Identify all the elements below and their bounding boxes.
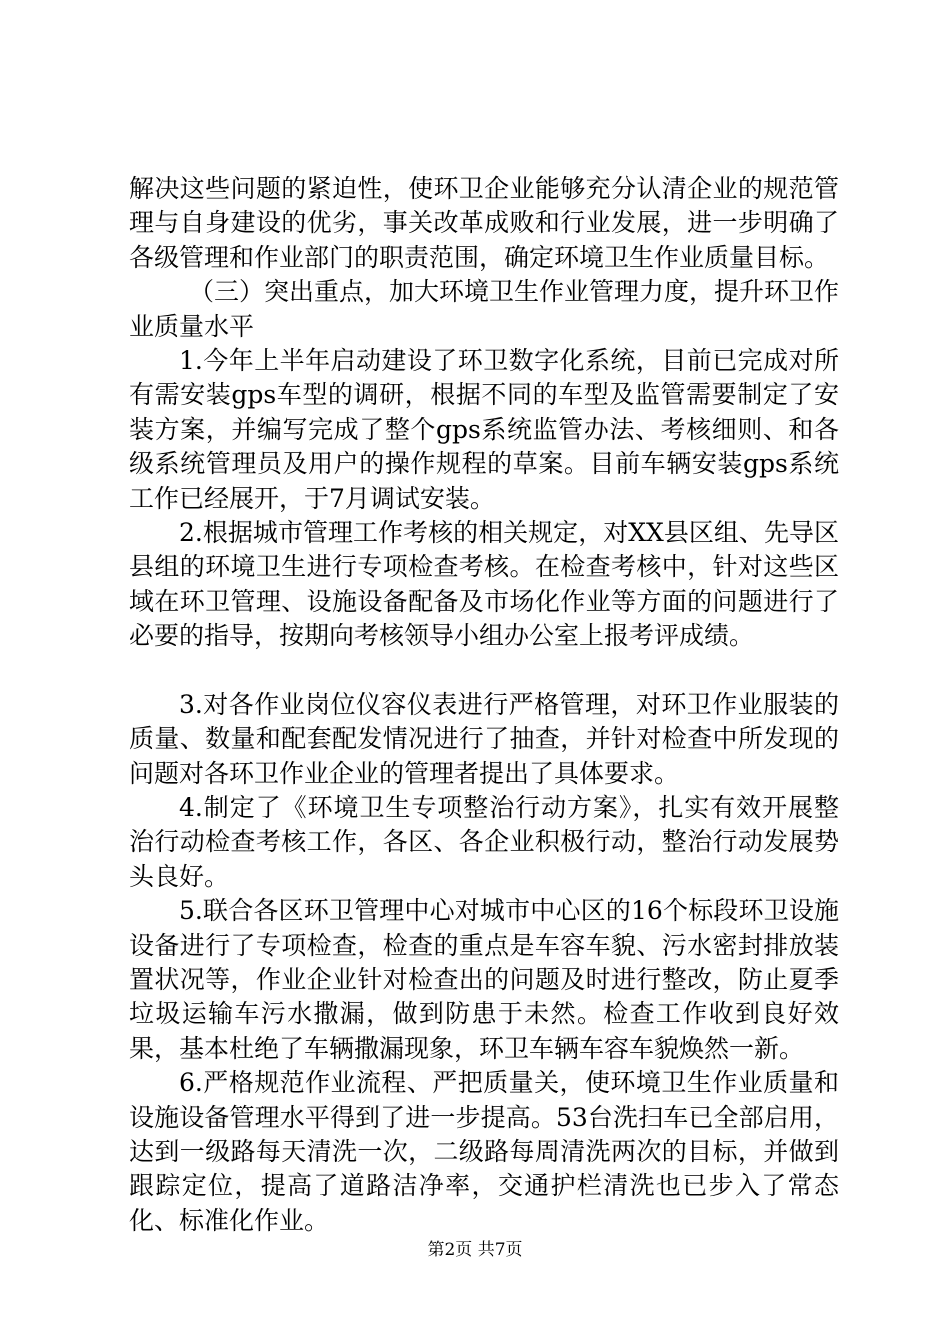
paragraph-continuation: 解决这些问题的紧迫性，使环卫企业能够充分认清企业的规范管理与自身建设的优劣，事关改革成败和行业发展，进一步明确了各级管理和作业部门的职责范围，确定环境卫生作业质量目标。: [129, 174, 839, 272]
paragraph-item-4: 4.制定了《环境卫生专项整治行动方案》，扎实有效开展整治行动检查考核工作，各区、各企业积极行动，整治行动发展势头良好。: [129, 792, 839, 891]
paragraph-spacer: [129, 654, 839, 688]
page-number: 第2页 共7页: [427, 1240, 523, 1260]
document-body: [129, 172, 839, 1238]
paragraph-item-3: 3.对各作业岗位仪容仪表进行严格管理，对环卫作业服装的质量、数量和配套配发情况进行了抽查，并针对检查中所发现的问题对各环卫作业企业的管理者提出了具体要求。: [129, 689, 839, 788]
paragraph-item-1: 1.今年上半年启动建设了环卫数字化系统，目前已完成对所有需安装gps车型的调研，根据不同的车型及监管需要制定了安装方案，并编写完成了整个gps系统监管办法、考核细则、和各级系统管理员及用户的操作规程的草案。目前车辆安装gps系统工作已经展开，于7月调试安装。: [129, 346, 839, 513]
paragraph-item-6: 6.严格规范作业流程、严把质量关，使环境卫生作业质量和设施设备管理水平得到了进一步提高。53台洗扫车已全部启用，达到一级路每天清洗一次，二级路每周清洗两次的目标，并做到跟踪定位，提高了道路洁净率，交通护栏清洗也已步入了常态化、标准化作业。: [129, 1068, 839, 1235]
paragraph-item-5: 5.联合各区环卫管理中心对城市中心区的16个标段环卫设施设备进行了专项检查，检查的重点是车容车貌、污水密封排放装置状况等，作业企业针对检查出的问题及时进行整改，防止夏季垃圾运输车污水撒漏，做到防患于未然。检查工作收到良好效果，基本杜绝了车辆撒漏现象，环卫车辆车容车貌焕然一新。: [129, 896, 839, 1063]
page-footer: [0, 1239, 950, 1261]
section-heading-3: （三）突出重点，加大环境卫生作业管理力度，提升环卫作业质量水平: [129, 277, 840, 341]
paragraph-item-2: 2.根据城市管理工作考核的相关规定，对XX县区组、先导区县组的环境卫生进行专项检查考核。在检查考核中，针对这些区域在环卫管理、设施设备配备及市场化作业等方面的问题进行了必要的指导，按期向考核领导小组办公室上报考评成绩。: [129, 518, 839, 651]
